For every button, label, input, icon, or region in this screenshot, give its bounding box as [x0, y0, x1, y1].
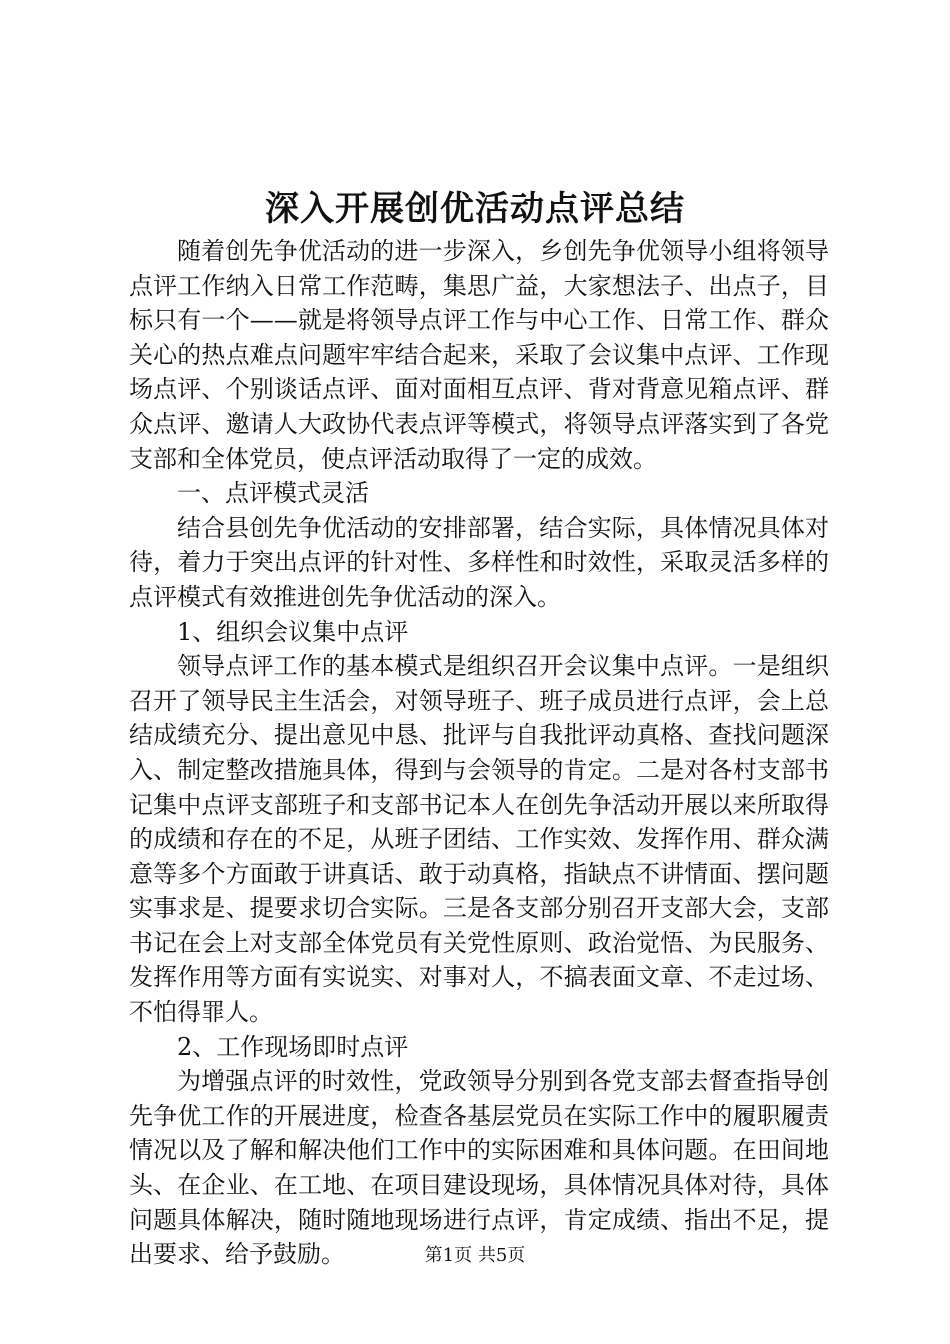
section-heading-1: 一、点评模式灵活 [177, 479, 369, 508]
page-number-footer: 第1页 共5页 [424, 1245, 526, 1266]
intro-paragraph: 随着创先争优活动的进一步深入，乡创先争优领导小组将领导点评工作纳入日常工作范畴，集思广益，大家想法子、出点子，目标只有一个——就是将领导点评工作与中心工作、日常工作、群众关心的热点难点问题牢牢结合起来，采取了会议集中点评、工作现场点评、个别谈话点评、面对面相互点评、背对背意见箱点评、群众点评、邀请人大政协代表点评等模式，将领导点评落实到了各党支部和全体党员，使点评活动取得了一定的成效。 [129, 237, 829, 473]
document-body [129, 234, 829, 1272]
document-title: 深入开展创优活动点评总结 [265, 189, 685, 229]
subsection-2-paragraph: 为增强点评的时效性，党政领导分别到各党支部去督查指导创先争优工作的开展进度，检查各基层党员在实际工作中的履职履责情况以及了解和解决他们工作中的实际困难和具体问题。在田间地头、在企业、在工地、在项目建设现场，具体情况具体对待，具体问题具体解决，随时随地现场进行点评，肯定成绩、指出不足，提出要求、给予鼓励。 [129, 1067, 829, 1269]
subsection-heading-1: 1、组织会议集中点评 [177, 617, 409, 646]
section-1-paragraph: 结合县创先争优活动的安排部署，结合实际，具体情况具体对待，着力于突出点评的针对性、多样性和时效性，采取灵活多样的点评模式有效推进创先争优活动的深入。 [129, 513, 829, 611]
subsection-1-paragraph: 领导点评工作的基本模式是组织召开会议集中点评。一是组织召开了领导民主生活会，对领导班子、班子成员进行点评，会上总结成绩充分、提出意见中恳、批评与自我批评动真格、查找问题深入、制定整改措施具体，得到与会领导的肯定。二是对各村支部书记集中点评支部班子和支部书记本人在创先争活动开展以来所取得的成绩和存在的不足，从班子团结、工作实效、发挥作用、群众满意等多个方面敢于讲真话、敢于动真格，指缺点不讲情面、摆问题实事求是、提要求切合实际。三是各支部分别召开支部大会，支部书记在会上对支部全体党员有关党性原则、政治觉悟、为民服务、发挥作用等方面有实说实、对事对人，不搞表面文章、不走过场、不怕得罪人。 [129, 652, 829, 1027]
subsection-heading-2: 2、工作现场即时点评 [177, 1032, 409, 1061]
